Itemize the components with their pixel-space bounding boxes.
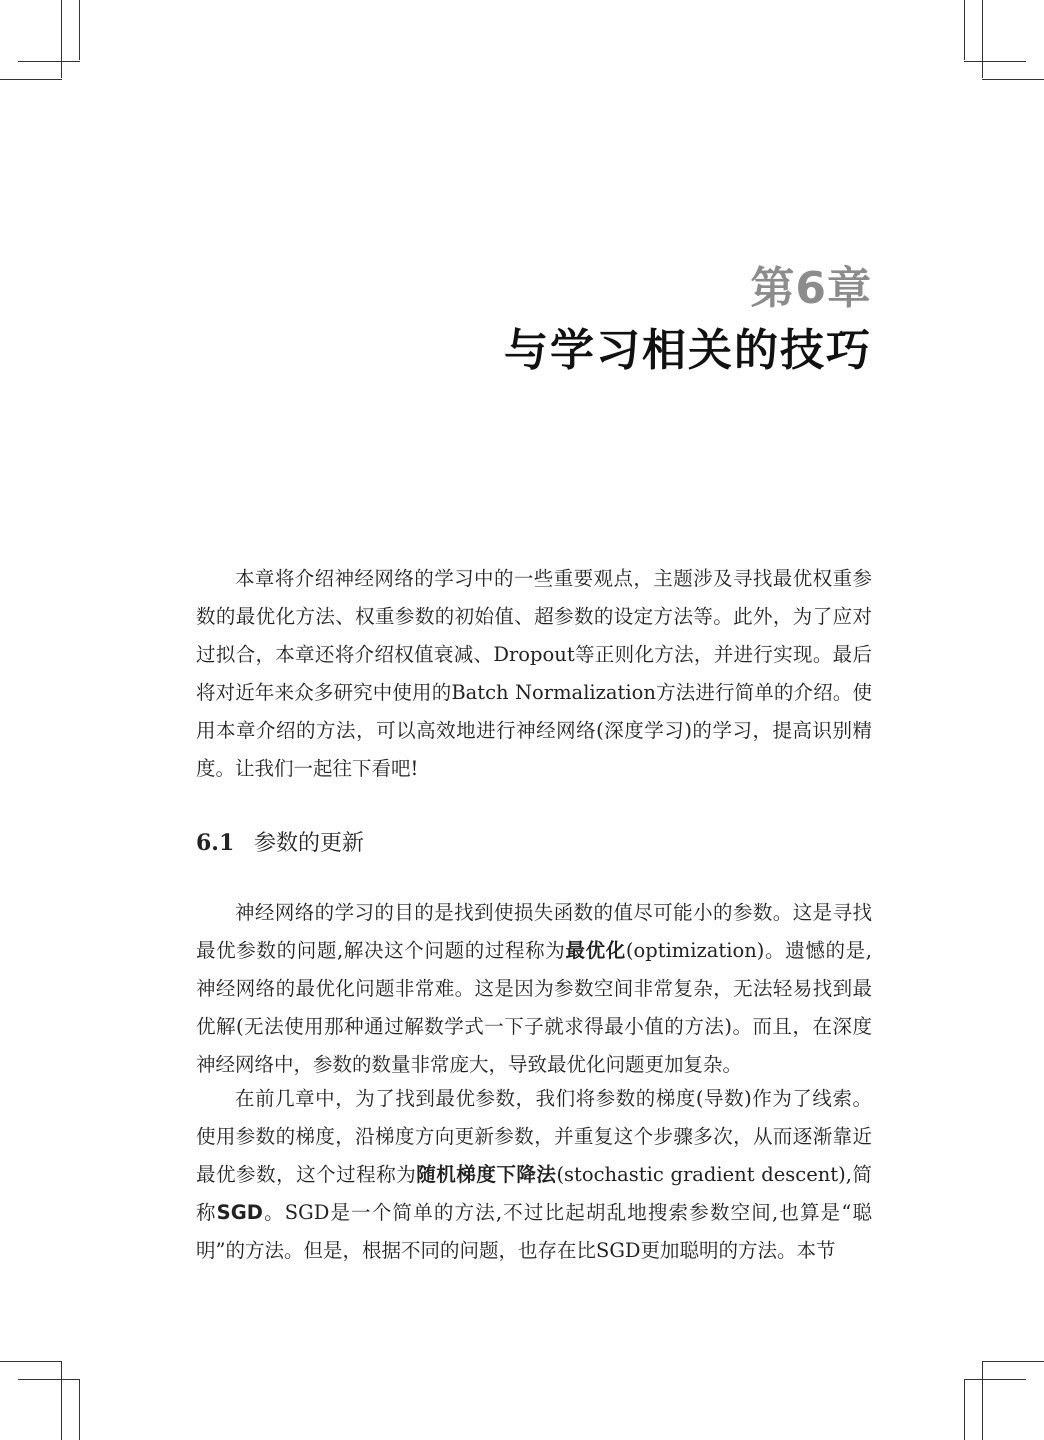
crop-mark bbox=[982, 79, 1044, 80]
section-heading bbox=[196, 826, 364, 857]
para1-text-after: (optimization)。遗憾的是,神经网络的最优化问题非常难。这是因为参数空间非常复杂，无法轻易找到最优解(无法使用那种通过解数学式一下子就求得最小值的方法)。而且，在深度神经网络中，参数的数量非常庞大，导致最优化问题更加复杂。 bbox=[196, 939, 872, 1076]
crop-mark bbox=[982, 1361, 1044, 1362]
term-optimization: 最优化 bbox=[565, 939, 626, 962]
section-number: 6.1 bbox=[196, 830, 235, 856]
term-sgd: 随机梯度下降法 bbox=[416, 1163, 557, 1186]
intro-paragraph: 本章将介绍神经网络的学习中的一些重要观点，主题涉及寻找最优权重参数的最优化方法、权重参数的初始值、超参数的设定方法等。此外，为了应对过拟合，本章还将介绍权值衰减、Dropout等正则化方法，并进行实现。最后将对近年来众多研究中使用的Batch Normalization方法进行简单的介绍。使用本章介绍的方法，可以高效地进行神经网络(深度学习)的学习，提高识别精度。让我们一起往下看吧! bbox=[196, 567, 872, 780]
crop-mark bbox=[964, 0, 965, 60]
crop-mark bbox=[964, 61, 1026, 62]
body-paragraph-2 bbox=[196, 1080, 872, 1270]
crop-mark bbox=[61, 1362, 62, 1440]
crop-mark bbox=[982, 0, 983, 78]
crop-mark bbox=[964, 1379, 1026, 1380]
crop-mark bbox=[18, 61, 80, 62]
crop-mark bbox=[79, 1380, 80, 1440]
para2-text-middle: (stochastic gradient descent),简称 bbox=[196, 1163, 872, 1224]
crop-mark bbox=[61, 0, 62, 78]
crop-mark bbox=[79, 0, 80, 60]
crop-mark bbox=[18, 1379, 80, 1380]
body-paragraph-1 bbox=[196, 894, 872, 1084]
para2-text-after: 。SGD是一个简单的方法,不过比起胡乱地搜索参数空间,也算是“聪明”的方法。但是，根据不同的问题，也存在比SGD更加聪明的方法。本节 bbox=[196, 1201, 872, 1262]
para1-text-before: 神经网络的学习的目的是找到使损失函数的值尽可能小的参数。这是寻找最优参数的问题,解决这个问题的过程称为 bbox=[196, 901, 872, 962]
section-title: 参数的更新 bbox=[254, 831, 365, 856]
crop-mark bbox=[982, 1362, 983, 1440]
chapter-title: 与学习相关的技巧 bbox=[504, 325, 872, 376]
chapter-label: 第6章 bbox=[750, 263, 872, 314]
crop-mark bbox=[0, 79, 62, 80]
para2-text-before: 在前几章中，为了找到最优参数，我们将参数的梯度(导数)作为了线索。使用参数的梯度，沿梯度方向更新参数，并重复这个步骤多次，从而逐渐靠近最优参数，这个过程称为 bbox=[196, 1087, 872, 1186]
crop-mark bbox=[0, 1361, 62, 1362]
term-sgd-abbr: SGD bbox=[216, 1201, 263, 1224]
crop-mark bbox=[964, 1380, 965, 1440]
